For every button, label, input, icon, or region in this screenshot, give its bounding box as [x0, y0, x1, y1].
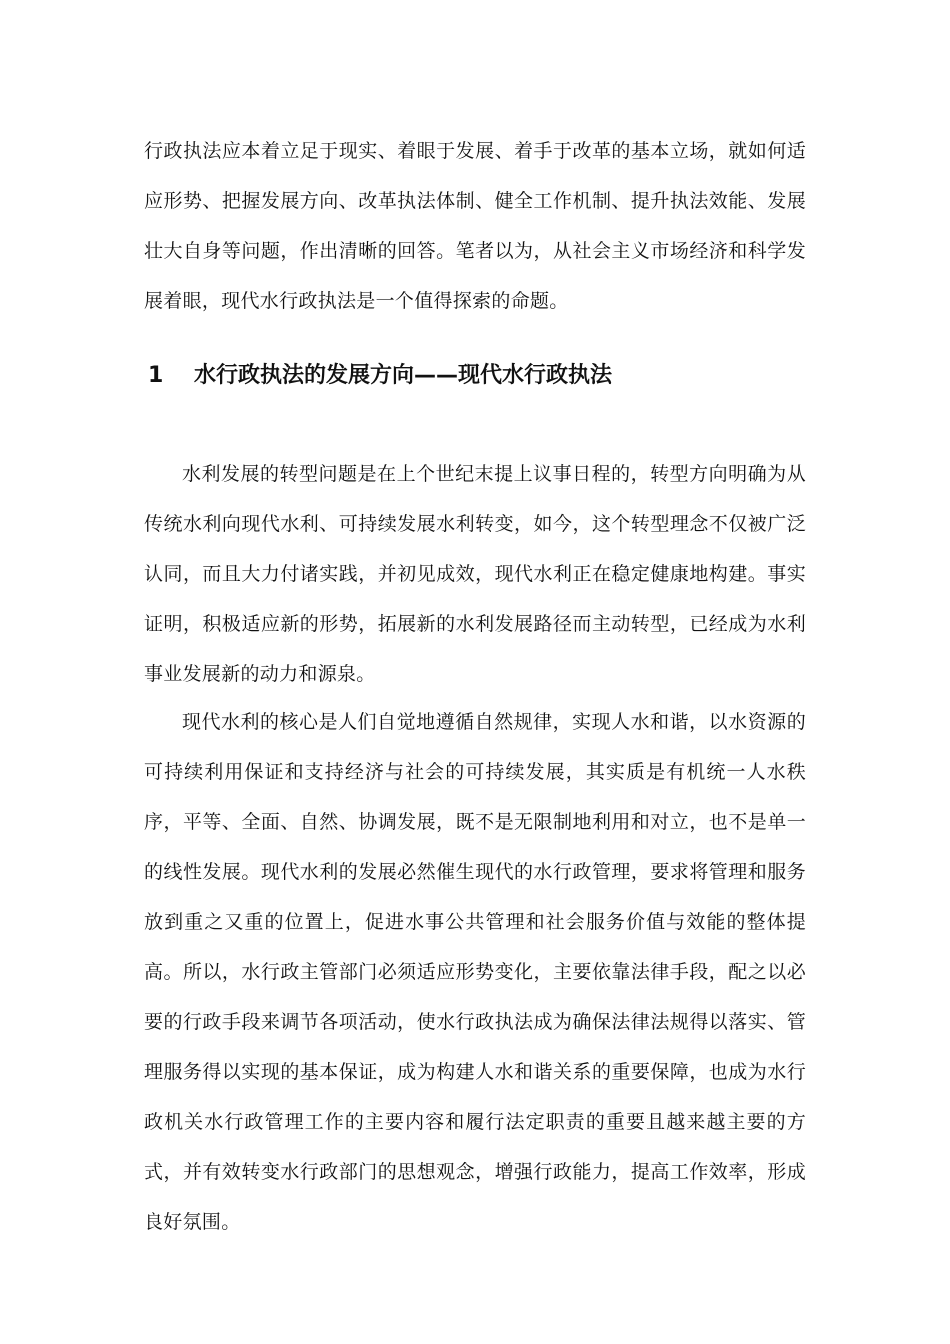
body-paragraph: 行政执法应本着立足于现实、着眼于发展、着手于改革的基本立场，就如何适应形势、把握发展方向、改革执法体制、健全工作机制、提升执法效能、发展壮大自身等问题，作出清晰的回答。笔者以为，从社会主义市场经济和科学发展着眼，现代水行政执法是一个值得探索的命题。	[144, 140, 806, 312]
section-title: 水行政执法的发展方向——现代水行政执法	[194, 363, 613, 388]
section-heading	[148, 354, 612, 398]
body-paragraph: 水利发展的转型问题是在上个世纪末提上议事日程的，转型方向明确为从传统水利向现代水利、可持续发展水利转变，如今，这个转型理念不仅被广泛认同，而且大力付诸实践，并初见成效，现代水利正在稳定健康地构建。事实证明，积极适应新的形势，拓展新的水利发展路径而主动转型，已经成为水利事业发展新的动力和源泉。	[144, 463, 806, 685]
body-paragraph: 现代水利的核心是人们自觉地遵循自然规律，实现人水和谐，以水资源的可持续利用保证和支持经济与社会的可持续发展，其实质是有机统一人水秩序，平等、全面、自然、协调发展，既不是无限制地利用和对立，也不是单一的线性发展。现代水利的发展必然催生现代的水行政管理，要求将管理和服务放到重之又重的位置上，促进水事公共管理和社会服务价值与效能的整体提高。所以，水行政主管部门必须适应形势变化，主要依靠法律手段，配之以必要的行政手段来调节各项活动，使水行政执法成为确保法律法规得以落实、管理服务得以实现的基本保证，成为构建人水和谐关系的重要保障，也成为水行政机关水行政管理工作的主要内容和履行法定职责的重要且越来越主要的方式，并有效转变水行政部门的思想观念，增强行政能力，提高工作效率，形成良好氛围。	[144, 711, 806, 1233]
section-number: 1	[148, 363, 164, 388]
